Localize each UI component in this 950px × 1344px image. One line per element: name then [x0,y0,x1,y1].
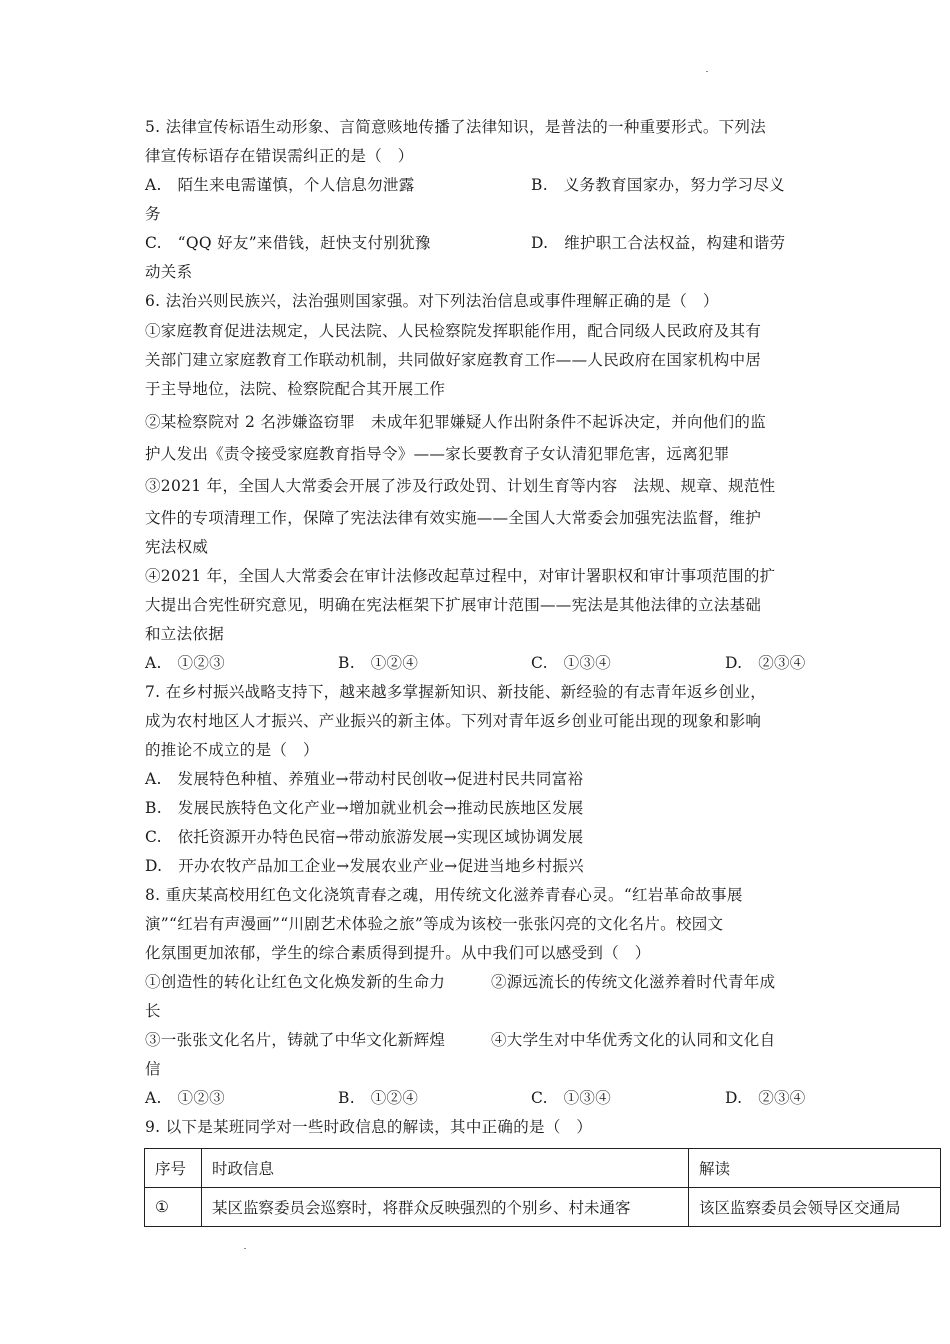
q7-option-b: B. 发展民族特色文化产业→增加就业机会→推动民族地区发展 [145,799,584,817]
q6-option-c: C. ①③④ [531,654,612,672]
table-row [145,1188,941,1227]
q8-option-a: A. ①②③ [145,1089,225,1107]
q8-item-2: ②源远流长的传统文化滋养着时代青年成 [491,973,776,991]
q6-stem: 6. 法治兴则民族兴，法治强则国家强。对下列法治信息或事件理解正确的是（ ） [145,292,719,310]
row1-reading: 该区监察委员会领导区交通局 [689,1188,941,1227]
q7-option-a: A. 发展特色种植、养殖业→带动村民创收→促进村民共同富裕 [145,770,584,788]
q8-item-3: ③一张张文化名片，铸就了中华文化新辉煌 [145,1031,446,1049]
q8-item-4: ④大学生对中华优秀文化的认同和文化自 [491,1031,776,1049]
q8-stem-line-1: 8. 重庆某高校用红色文化浇筑青春之魂，用传统文化滋养青春心灵。“红岩革命故事展 [145,886,743,904]
q5-option-d: D. 维护职工合法权益，构建和谐劳 [531,234,786,252]
q8-item-1: ①创造性的转化让红色文化焕发新的生命力 [145,973,446,991]
q5-stem-line-2: 律宣传标语存在错误需纠正的是（ ） [145,147,414,165]
q7-stem-line-2: 成为农村地区人才振兴、产业振兴的新主体。下列对青年返乡创业可能出现的现象和影响 [145,712,762,730]
q5-option-d-cont: 动关系 [145,263,193,281]
q5-option-b-cont: 务 [145,205,161,223]
q6-item4-line-3: 和立法依据 [145,625,225,643]
q8-item-4-cont: 信 [145,1060,161,1078]
q8-option-c: C. ①③④ [531,1089,612,1107]
q6-option-b: B. ①②④ [338,654,419,672]
header-info: 时政信息 [202,1149,689,1188]
q7-option-d: D. 开办农牧产品加工企业→发展农业产业→促进当地乡村振兴 [145,857,584,875]
q5-option-a: A. 陌生来电需谨慎，个人信息勿泄露 [145,176,415,194]
q8-option-d: D. ②③④ [725,1089,806,1107]
row1-index: ① [145,1188,202,1227]
q8-stem-line-2: 演”“红岩有声漫画”“川剧艺术体验之旅”等成为该校一张张闪亮的文化名片。校园文 [145,915,724,933]
q8-stem-line-3: 化氛围更加浓郁，学生的综合素质得到提升。从中我们可以感受到（ ） [145,944,651,962]
q5-option-b: B. 义务教育国家办，努力学习尽义 [531,176,785,194]
q6-item3-line-1: ③2021 年，全国人大常委会开展了涉及行政处罚、计划生育等内容 法规、规章、规范性 [145,477,776,495]
row1-info: 某区监察委员会巡察时，将群众反映强烈的个别乡、村未通客 [202,1188,689,1227]
q6-item2-line-2: 护人发出《责令接受家庭教育指导令》——家长要教育子女认清犯罪危害，远离犯罪 [145,445,730,463]
q6-option-a: A. ①②③ [145,654,225,672]
q6-item1-line-3: 于主导地位，法院、检察院配合其开展工作 [145,380,446,398]
q7-stem-line-3: 的推论不成立的是（ ） [145,741,319,759]
q8-option-b: B. ①②④ [338,1089,419,1107]
scan-mark [244,1248,246,1249]
scan-mark [706,71,708,72]
q8-item-2-cont: 长 [145,1002,161,1020]
q5-option-c: C. “QQ 好友”来借钱，赶快支付别犹豫 [145,234,431,252]
q6-item1-line-2: 关部门建立家庭教育工作联动机制，共同做好家庭教育工作——人民政府在国家机构中居 [145,351,762,369]
table-header-row [145,1149,941,1188]
q6-item4-line-1: ④2021 年，全国人大常委会在审计法修改起草过程中，对审计署职权和审计事项范围的扩 [145,567,776,585]
q9-stem: 9. 以下是某班同学对一些时政信息的解读，其中正确的是（ ） [145,1118,593,1136]
q9-table [144,1148,941,1227]
q5-stem-line-1: 5. 法律宣传标语生动形象、言简意赅地传播了法律知识，是普法的一种重要形式。下列法 [145,118,767,136]
q6-item4-line-2: 大提出合宪性研究意见，明确在宪法框架下扩展审计范围——宪法是其他法律的立法基础 [145,596,762,614]
q6-item3-line-2: 文件的专项清理工作，保障了宪法法律有效实施——全国人大常委会加强宪法监督，维护 [145,509,762,527]
q6-item2-line-1: ②某检察院对 2 名涉嫌盗窃罪 未成年犯罪嫌疑人作出附条件不起诉决定，并向他们的监 [145,413,767,431]
q6-item1-line-1: ①家庭教育促进法规定，人民法院、人民检察院发挥职能作用，配合同级人民政府及其有 [145,322,762,340]
q6-option-d: D. ②③④ [725,654,806,672]
header-reading: 解读 [689,1149,941,1188]
q7-option-c: C. 依托资源开办特色民宿→带动旅游发展→实现区域协调发展 [145,828,584,846]
header-index: 序号 [145,1149,202,1188]
q6-item3-line-3: 宪法权威 [145,538,209,556]
q7-stem-line-1: 7. 在乡村振兴战略支持下，越来越多掌握新知识、新技能、新经验的有志青年返乡创业， [145,683,767,701]
